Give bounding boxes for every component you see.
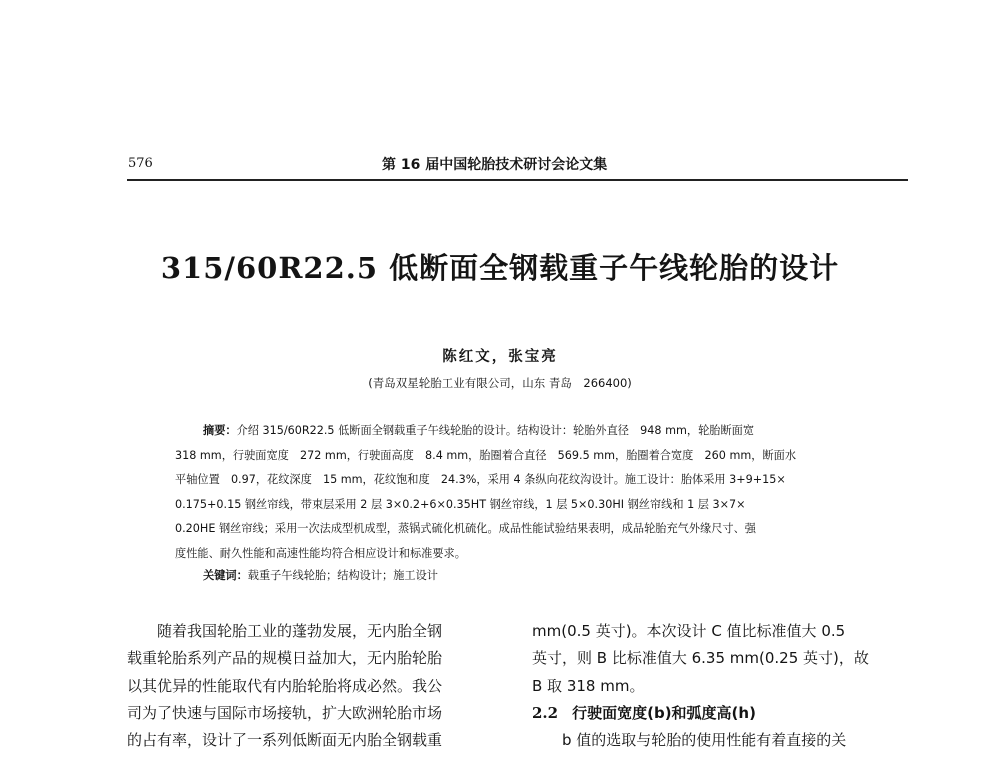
abstract-line: 318 mm，行驶面宽度 272 mm，行驶面高度 8.4 mm，胎圈着合直径 569.5 mm，胎圈着合宽度 260 mm，断面水 [175,448,797,462]
body-line: 载重轮胎系列产品的规模日益加大，无内胎轮胎 [127,649,443,668]
section-number: 2.2 [532,703,559,722]
section-title: 行驶面宽度(b)和弧度高(h) [572,703,756,722]
body-line: 英寸，则 B 比标准值大 6.35 mm(0.25 英寸)，故 [532,649,869,668]
body-column-left [127,618,497,754]
page-number: 576 [128,156,153,171]
body-line: 司为了快速与国际市场接轨，扩大欧洲轮胎市场 [127,703,443,722]
abstract-text: 介绍 315/60R22.5 低断面全钢载重子午线轮胎的设计。结构设计：轮胎外直径 948 mm，轮胎断面宽 [236,424,755,437]
keywords-text: 载重子午线轮胎；结构设计；施工设计 [247,569,438,582]
header-rule [127,179,908,181]
abstract [175,419,865,566]
body-line: mm(0.5 英寸)。本次设计 C 值比标准值大 0.5 [532,622,846,640]
body-column-right [532,618,910,754]
keywords [203,567,438,583]
body-line: 以其优异的性能取代有内胎轮胎将成必然。我公 [127,676,443,695]
body-line: 的占有率，设计了一系列低断面无内胎全钢载重 [127,731,443,750]
abstract-line: 0.175+0.15 钢丝帘线，带束层采用 2 层 3×0.2+6×0.35HT 钢丝帘线，1 层 5×0.30HI 钢丝帘线和 1 层 3×7× [175,497,746,511]
abstract-line: 0.20HE 钢丝帘线；采用一次法成型机成型，蒸锅式硫化机硫化。成品性能试验结果表明，成品轮胎充气外缘尺寸、强 [175,522,756,535]
abstract-line: 度性能、耐久性能和高速性能均符合相应设计和标准要求。 [175,546,466,560]
body-line: b 值的选取与轮胎的使用性能有着直接的关 [562,731,847,750]
article-title: 315/60R22.5 低断面全钢载重子午线轮胎的设计 [160,251,840,285]
body-line: B 取 318 mm。 [532,676,645,695]
abstract-line [175,419,865,444]
authors: 陈红文，张宝亮 [442,349,558,365]
section-heading [532,700,910,727]
affiliation: (青岛双星轮胎工业有限公司，山东 青岛 266400) [368,376,632,390]
keywords-label: 关键词： [203,569,248,582]
body-line: 随着我国轮胎工业的蓬勃发展，无内胎全钢 [157,622,443,640]
abstract-label: 摘要： [203,424,237,437]
abstract-line: 平轴位置 0.97，花纹深度 15 mm，花纹饱和度 24.3%，采用 4 条纵向花纹沟设计。施工设计：胎体采用 3+9+15× [175,473,786,486]
running-header: 第 16 届中国轮胎技术研讨会论文集 [382,157,608,173]
